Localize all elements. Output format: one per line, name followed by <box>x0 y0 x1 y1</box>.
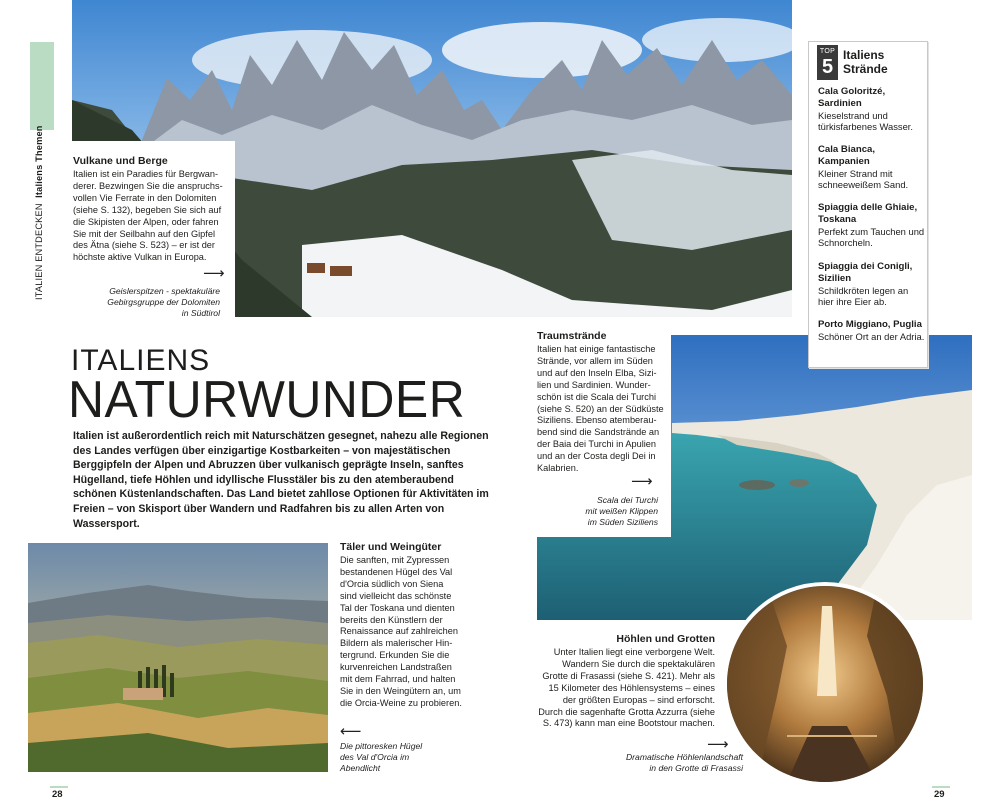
taeler-section <box>340 541 500 710</box>
beach-item: Spiaggia delle Ghiaie, Toskana Perfekt zum Tauchen und Schnorcheln. <box>818 202 925 249</box>
chapter-label-light: ITALIEN ENTDECKEN <box>34 203 44 300</box>
hoehlen-text: Unter Italien liegt eine verborgene Welt. Wandern Sie durch die spektakulären Grotte di Frasassi (siehe S. 421). Mehr als 15 Kilometer des Höhlensystems – eines der größten Europas – sind erforscht. Durch die sagenhafte Grotta Azzurra (siehe S. 473) kann man eine Bootstour machen. <box>538 647 715 729</box>
top5-box <box>808 41 928 368</box>
chapter-label <box>34 125 44 300</box>
traum-heading: Traumstrände <box>537 330 607 342</box>
hoehlen-section <box>537 633 715 730</box>
val-dorcia-caption: Die pittoresken Hügel des Val d'Orcia im Abendlicht <box>340 741 423 773</box>
taeler-heading: Täler und Weingüter <box>340 541 442 553</box>
arrow-right-icon: ⟶ <box>631 472 653 490</box>
arrow-left-icon: ⟵ <box>340 722 362 740</box>
val-dorcia-photo <box>28 543 328 772</box>
traum-text: Italien hat einige fantastische Strände, vor allem im Süden und auf den Inseln Elba, Sizi- lien und Sardinien. Wunder- schön ist die Scala dei Turchi (siehe S. 520) an der Südküste Siziliens. Ebenso atemberau- bend sind die Sandstrände an der Baia dei Turchi in Apulien und an der Costa degli Dei in Kalabrien. <box>537 344 664 474</box>
badge-number: 5 <box>821 56 834 78</box>
vulkane-heading: Vulkane und Berge <box>73 155 168 167</box>
hoehlen-heading: Höhlen und Grotten <box>616 633 715 645</box>
page-number-left: 28 <box>52 789 63 800</box>
dolomites-caption: Geislerspitzen - spektakuläre Gebirgsgruppe der Dolomiten in Südtirol <box>107 286 220 318</box>
beach-item: Spiaggia dei Conigli, Sizilien Schildkröten legen an hier ihre Eier ab. <box>818 261 913 308</box>
page-number-rule <box>50 786 68 788</box>
page-title: NATURWUNDER <box>68 371 466 429</box>
top5-title: Italiens Strände <box>843 48 888 76</box>
arrow-right-icon: ⟶ <box>203 264 225 282</box>
top5-badge <box>817 45 838 80</box>
traum-section <box>537 330 687 475</box>
intro-text: Italien ist außerordentlich reich mit Naturschätzen gesegnet, nahezu alle Regionen des Landes verfügen über einzigartige Kostbarkeiten – von majestätischen Berggipfeln der Alpen und Abruzzen über vulkanisch geprägte Inseln, sanftes Hügelland, tiefe Höhlen und idyllische Flusstäler bis zu den atemberaubend schönen Küstenlandschaften. Das Land bietet zahllose Optionen für Aktivitäten im Freien – von Skisport über Wandern und Radfahren bis zu allen Arten von Wassersport. <box>73 430 489 530</box>
chapter-tab <box>30 42 54 130</box>
page-title-small: ITALIENS <box>71 344 211 377</box>
badge-top-label: TOP <box>819 48 836 55</box>
taeler-text: Die sanften, mit Zypressen bestandenen Hügel des Val d'Orcia südlich von Siena sind vielleicht das schönste Tal der Toskana und dienten bereits den Künstlern der Renaissance auf zahlreichen Bildern als malerischer Hin- tergrund. Erkunden Sie die kurvenreichen Landstraßen mit dem Fahrrad, und halten Sie in den Weingütern an, um die Orcia-Weine zu probieren. <box>340 555 462 708</box>
vulkane-text: Italien ist ein Paradies für Bergwan- derer. Bezwingen Sie die anspruchs- vollen Vie Ferrate in den Dolomiten (siehe S. 132), begeben Sie sich auf die Skipisten der Alpen, oder fahren Sie mit der Seilbahn auf den Gipfel des Ätna (siehe S. 523) – er ist der höchste aktive Vulkan in Europa. <box>73 169 223 263</box>
cave-caption: Dramatische Höhlenlandschaft in den Grotte di Frasassi <box>625 752 743 773</box>
beach-item: Porto Miggiano, Puglia Schöner Ort an der Adria. <box>818 319 925 342</box>
cave-photo <box>723 582 927 786</box>
page-number-right: 29 <box>934 789 945 800</box>
beach-item: Cala Goloritzé, Sardinien Kieselstrand und türkisfarbenes Wasser. <box>818 86 913 133</box>
vulkane-section <box>73 155 233 264</box>
arrow-right-icon: ⟶ <box>707 735 729 753</box>
chapter-label-bold: Italiens Themen <box>34 125 44 198</box>
beach-item: Cala Bianca, Kampanien Kleiner Strand mit schneeweißem Sand. <box>818 144 909 191</box>
scala-caption: Scala dei Turchi mit weißen Klippen im Süden Siziliens <box>585 495 658 527</box>
page-number-rule <box>932 786 950 788</box>
